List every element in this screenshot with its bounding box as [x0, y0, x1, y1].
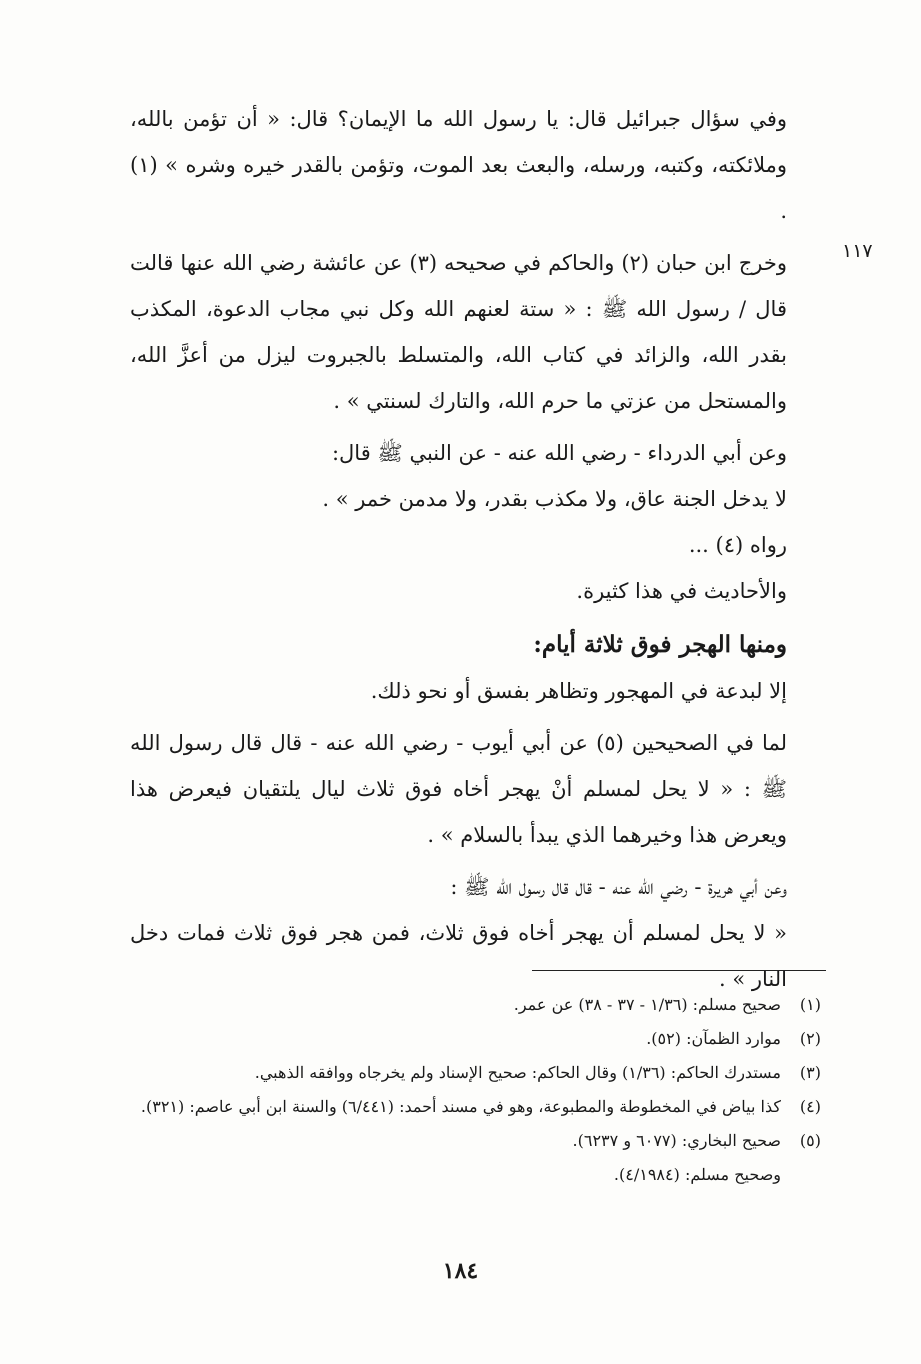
paragraph: وعن أبي هريرة - رضي الله عنه - قال قال رسول الله ﷺ : — [450, 875, 787, 899]
footnote-text: صحيح مسلم: (١/٣٦ - ٣٧ - ٣٨) عن عمر. — [513, 995, 781, 1014]
paragraph: والأحاديث في هذا كثيرة. — [576, 579, 787, 603]
footnote-number: (٢) — [799, 1029, 821, 1048]
footnote-text: كذا بياض في المخطوطة والمطبوعة، وهو في مسند أحمد: (٦/٤٤١) والسنة ابن أبي عاصم: (٣٢١). — [140, 1097, 781, 1116]
footnote-number: (١) — [799, 995, 821, 1014]
footnote-text: موارد الظمآن: (٥٢). — [646, 1029, 781, 1048]
footnotes — [130, 988, 821, 1192]
paragraph: « لا يحل لمسلم أن يهجر أخاه فوق ثلاث، فمن هجر فوق ثلاث فمات دخل النار » . — [130, 921, 787, 991]
paragraph: وفي سؤال جبرائيل قال: يا رسول الله ما الإيمان؟ قال: « أن تؤمن بالله، وملائكته، وكتبه، ورسله، والبعث بعد الموت، وتؤمن بالقدر خيره وشره » (١) . — [130, 107, 787, 223]
footnote-number: (٥) — [799, 1131, 821, 1150]
paragraph: لما في الصحيحين (٥) عن أبي أيوب - رضي الله عنه - قال قال رسول الله ﷺ : « لا يحل لمسلم أنْ يهجر أخاه فوق ثلاث ليال يلتقيان فيعرض هذا ويعرض هذا وخيرهما الذي يبدأ بالسلام » . — [130, 731, 787, 847]
paragraph: رواه (٤) ... — [688, 533, 787, 557]
page-number: ١٨٤ — [442, 1258, 479, 1284]
section-heading: ومنها الهجر فوق ثلاثة أيام: — [533, 631, 787, 658]
footnote — [130, 988, 821, 1022]
margin-page-reference: ١١٧ — [842, 240, 873, 262]
footnote — [130, 1056, 821, 1090]
footnote-continuation: وصحيح مسلم: (٤/١٩٨٤). — [613, 1165, 781, 1184]
footnote-number: (٣) — [799, 1063, 821, 1082]
footnote-number: (٤) — [799, 1097, 821, 1116]
paragraph: وعن أبي الدرداء - رضي الله عنه - عن النبي ﷺ قال: — [331, 441, 787, 465]
footnote-text: صحيح البخاري: (٦٠٧٧ و ٦٢٣٧). — [572, 1131, 781, 1150]
paragraph: لا يدخل الجنة عاق، ولا مكذب بقدر، ولا مدمن خمر » . — [322, 487, 787, 511]
footnote-text: مستدرك الحاكم: (١/٣٦) وقال الحاكم: صحيح الإسناد ولم يخرجاه ووافقه الذهبي. — [254, 1063, 781, 1082]
paragraph: وخرج ابن حبان (٢) والحاكم في صحيحه (٣) عن عائشة رضي الله عنها قالت قال / رسول الله ﷺ : « ستة لعنهم الله وكل نبي مجاب الدعوة، المكذب بقدر الله، والزائد في كتاب الله، والمتسلط بالجبروت ليزل من أعزَّ الله، والمستحل من عزتي ما حرم الله، والتارك لسنتي » . — [130, 251, 787, 413]
footnote — [130, 1124, 821, 1158]
footnote — [130, 1022, 821, 1056]
paragraph: إلا لبدعة في المهجور وتظاهر بفسق أو نحو ذلك. — [370, 679, 787, 703]
footnote-divider — [532, 970, 826, 971]
footnote — [130, 1090, 821, 1124]
main-text — [130, 96, 821, 1002]
